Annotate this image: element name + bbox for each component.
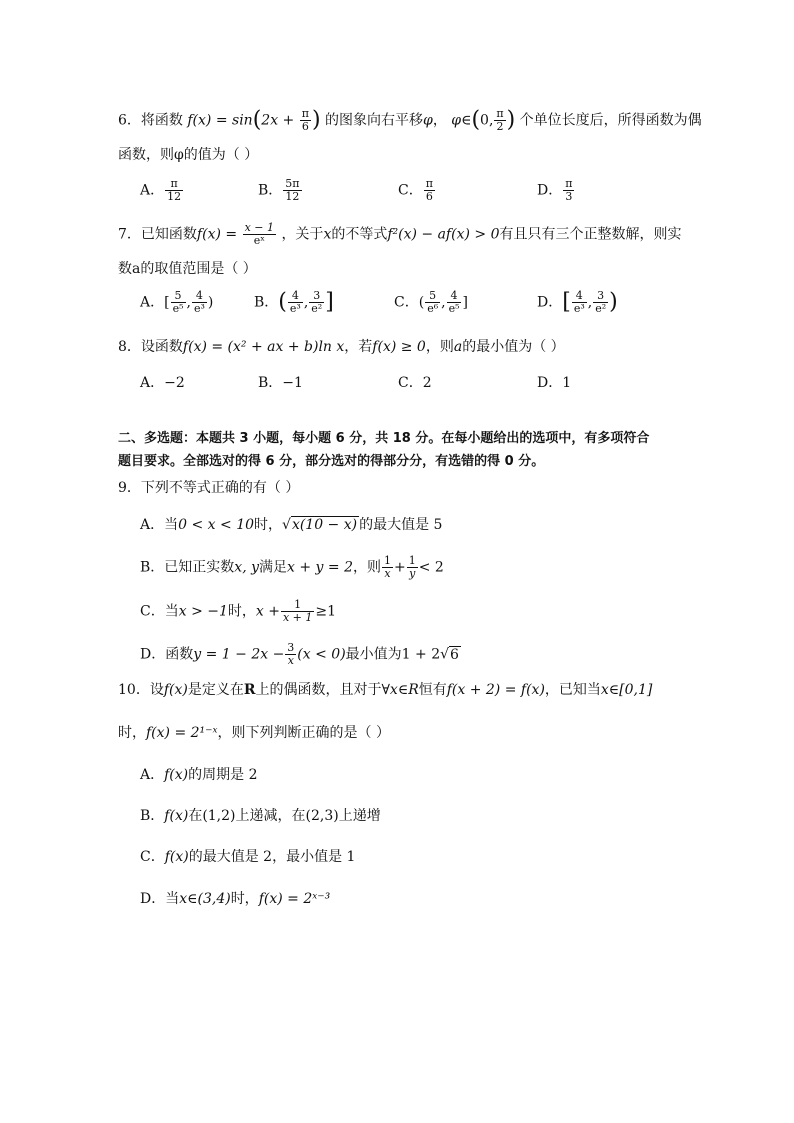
q7-option-c: C．( $\frac{5}{\text{e⁶}}$ , $\frac{4}{\text{e⁵}}$ ]	[394, 289, 468, 315]
q6-option-c: C． $\frac{\pi}{6}$	[398, 177, 433, 203]
q9-option-c: C．当x > −1时，x + $\frac{1}{x + 1}$ ≥1	[140, 598, 337, 624]
section2-line1: 二、多选题：本题共 3 小题，每小题 6 分，共 18 分。在每小题给出的选项中，有多项符合	[118, 431, 650, 446]
q6-option-a: A． $\frac{\pi}{12}$	[140, 177, 182, 203]
q6-line1: 6．将函数 f(x) = sin(2x + $\frac{\pi}{6}$ ) 的图象向右平移φ， φ∈(0, $\frac{\pi}{2}$ ) 个单位长度后，所得函数为偶	[118, 107, 702, 133]
q9-option-d: D．函数y = 1 − 2x − $\frac{3}{x}$ (x < 0)最小值为1 + 2√6	[140, 641, 459, 667]
q7-fraction: $\frac{x - 1}{\text{eˣ}}$	[244, 221, 274, 247]
q10-option-c: C．f(x)的最大值是 2，最小值是 1	[140, 849, 356, 865]
q6-option-b: B． $\frac{5\pi}{12}$	[258, 177, 300, 203]
q7-option-a: A．[ $\frac{5}{\text{e⁵}}$ , $\frac{4}{\text{e³}}$ )	[140, 289, 214, 315]
q6-pi-over-6: $\frac{\pi}{6}$	[301, 107, 309, 133]
q8-option-c: C．2	[398, 375, 432, 391]
q9-stem: 9．下列不等式正确的有（ ）	[118, 480, 300, 496]
section2-line2: 题目要求。全部选对的得 6 分，部分选对的得部分分，有选错的得 0 分。	[118, 454, 545, 469]
q7-line1: 7．已知函数f(x) = $\frac{x - 1}{\text{eˣ}}$ ，关于x的不等式f²(x) − af(x) > 0有且只有三个正整数解，则实	[118, 221, 682, 247]
q8-option-a: A．−2	[140, 375, 185, 391]
q8-option-b: B．−1	[258, 375, 303, 391]
q10-option-a: A．f(x)的周期是 2	[140, 767, 258, 783]
q8-stem: 8．设函数f(x) = (x² + ax + b)ln x，若f(x) ≥ 0，则a的最小值为（ ）	[118, 339, 565, 355]
q10-option-d: D．当x∈(3,4)时，f(x) = 2ˣ⁻³	[140, 891, 331, 907]
q10-line1: 10．设f(x)是定义在R上的偶函数，且对于∀x∈R恒有f(x + 2) = f(x)，已知当x∈[0,1]	[118, 682, 653, 698]
q9-option-a: A．当0 < x < 10时，√x(10 − x) 的最大值是 5	[140, 517, 443, 533]
q6-line2: 函数，则φ的值为（ ）	[118, 147, 259, 163]
q10-line2: 时，f(x) = 2¹⁻ˣ，则下列判断正确的是（ ）	[118, 725, 390, 741]
q6-option-d: D． $\frac{\pi}{3}$	[537, 177, 573, 203]
q10-option-b: B．f(x)在(1,2)上递减，在(2,3)上递增	[140, 808, 381, 824]
q9-option-b: B．已知正实数x, y满足x + y = 2，则 $\frac{1}{x}$ + $\frac{1}{y}$ < 2	[140, 554, 444, 580]
q8-option-d: D．1	[537, 375, 572, 391]
q7-option-b: B．( $\frac{4}{\text{e³}}$ , $\frac{3}{\text{e²}}$ ]	[254, 289, 334, 315]
q7-line2: 数a的取值范围是（ ）	[118, 261, 257, 277]
q7-option-d: D．[ $\frac{4}{\text{e³}}$ , $\frac{3}{\text{e²}}$ )	[537, 289, 618, 315]
